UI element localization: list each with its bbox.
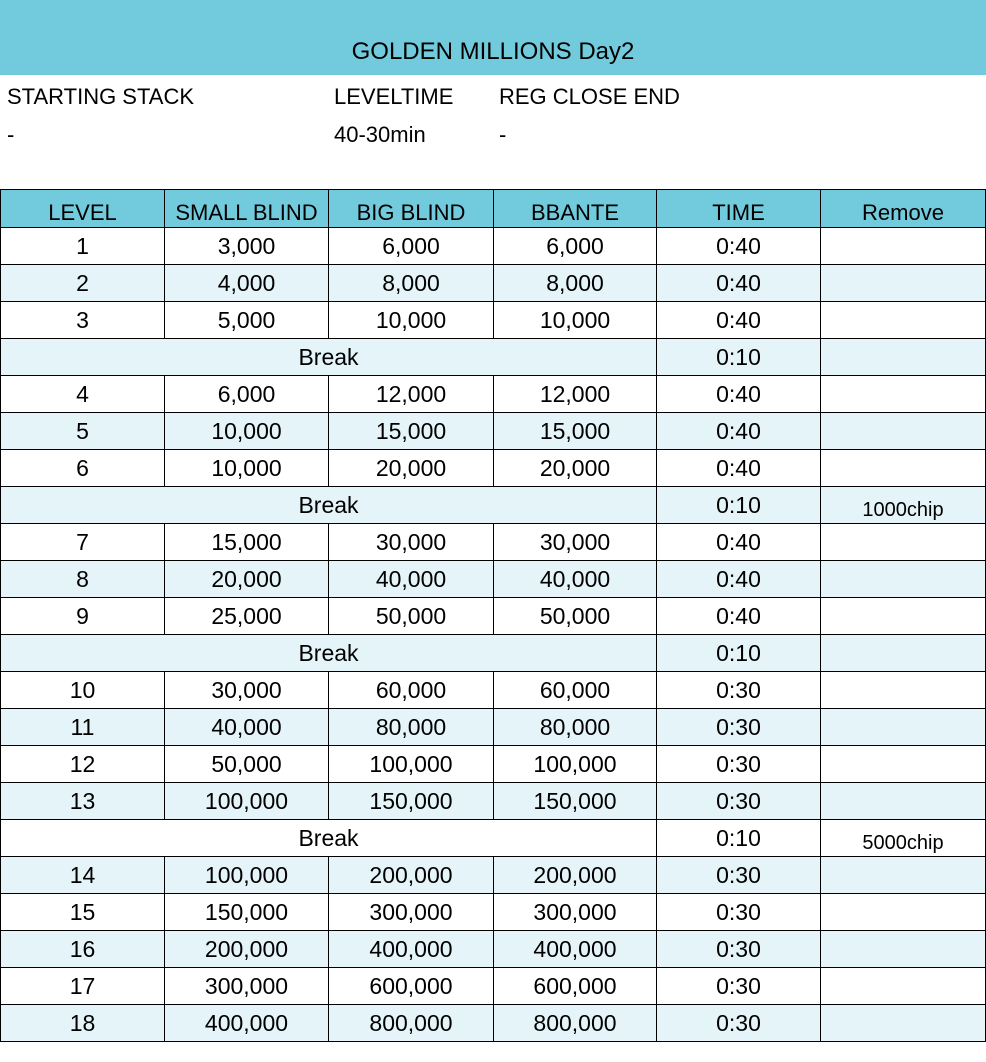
col-header-level: LEVEL: [1, 190, 165, 228]
bbante-cell: 60,000: [494, 672, 657, 709]
time-cell: 0:10: [657, 820, 821, 857]
small-blind-cell: 100,000: [165, 857, 329, 894]
small-blind-cell: 15,000: [165, 524, 329, 561]
table-row: [1, 672, 986, 709]
big-blind-cell: 15,000: [329, 413, 494, 450]
time-cell: 0:10: [657, 635, 821, 672]
level-cell: 13: [1, 783, 165, 820]
small-blind-cell: 3,000: [165, 228, 329, 265]
big-blind-cell: 20,000: [329, 450, 494, 487]
level-cell: 18: [1, 1005, 165, 1042]
small-blind-cell: 50,000: [165, 746, 329, 783]
break-label-cell: Break: [1, 635, 657, 672]
small-blind-cell: 30,000: [165, 672, 329, 709]
table-row: [1, 561, 986, 598]
small-blind-cell: 150,000: [165, 894, 329, 931]
time-cell: 0:10: [657, 339, 821, 376]
table-row: [1, 1005, 986, 1042]
bbante-cell: 20,000: [494, 450, 657, 487]
time-cell: 0:10: [657, 487, 821, 524]
time-cell: 0:40: [657, 228, 821, 265]
level-cell: 6: [1, 450, 165, 487]
small-blind-cell: 4,000: [165, 265, 329, 302]
big-blind-cell: 800,000: [329, 1005, 494, 1042]
level-cell: 3: [1, 302, 165, 339]
break-label-cell: Break: [1, 487, 657, 524]
break-row: [1, 487, 986, 524]
big-blind-cell: 60,000: [329, 672, 494, 709]
break-row: [1, 339, 986, 376]
time-cell: 0:30: [657, 709, 821, 746]
leveltime-label: LEVELTIME: [334, 84, 454, 109]
break-row: [1, 820, 986, 857]
table-row: [1, 376, 986, 413]
bbante-cell: 40,000: [494, 561, 657, 598]
big-blind-cell: 40,000: [329, 561, 494, 598]
small-blind-cell: 100,000: [165, 783, 329, 820]
col-header-time: TIME: [657, 190, 821, 228]
time-cell: 0:40: [657, 598, 821, 635]
time-cell: 0:40: [657, 561, 821, 598]
time-cell: 0:40: [657, 302, 821, 339]
bbante-cell: 8,000: [494, 265, 657, 302]
time-cell: 0:30: [657, 894, 821, 931]
remove-cell: [821, 524, 986, 561]
bbante-cell: 30,000: [494, 524, 657, 561]
bbante-cell: 100,000: [494, 746, 657, 783]
leveltime-value: 40-30min: [334, 122, 426, 147]
break-label-cell: Break: [1, 820, 657, 857]
starting-stack-value: -: [7, 122, 15, 147]
bbante-cell: 50,000: [494, 598, 657, 635]
big-blind-cell: 200,000: [329, 857, 494, 894]
remove-cell: [821, 339, 986, 376]
level-cell: 17: [1, 968, 165, 1005]
bbante-cell: 400,000: [494, 931, 657, 968]
bbante-cell: 15,000: [494, 413, 657, 450]
time-cell: 0:30: [657, 672, 821, 709]
remove-cell: [821, 857, 986, 894]
time-cell: 0:40: [657, 265, 821, 302]
time-cell: 0:30: [657, 783, 821, 820]
level-cell: 15: [1, 894, 165, 931]
bbante-cell: 12,000: [494, 376, 657, 413]
starting-stack-label: STARTING STACK: [7, 84, 195, 109]
time-cell: 0:40: [657, 524, 821, 561]
table-row: [1, 450, 986, 487]
small-blind-cell: 25,000: [165, 598, 329, 635]
bbante-cell: 6,000: [494, 228, 657, 265]
table-row: [1, 302, 986, 339]
small-blind-cell: 200,000: [165, 931, 329, 968]
table-row: [1, 857, 986, 894]
level-cell: 4: [1, 376, 165, 413]
table-row: [1, 709, 986, 746]
big-blind-cell: 150,000: [329, 783, 494, 820]
col-header-bbante: BBANTE: [494, 190, 657, 228]
col-header-big-blind: BIG BLIND: [329, 190, 494, 228]
table-row: [1, 413, 986, 450]
time-cell: 0:40: [657, 450, 821, 487]
table-row: [1, 894, 986, 931]
remove-cell: [821, 413, 986, 450]
table-row: [1, 524, 986, 561]
level-cell: 10: [1, 672, 165, 709]
level-cell: 7: [1, 524, 165, 561]
bbante-cell: 10,000: [494, 302, 657, 339]
time-cell: 0:30: [657, 931, 821, 968]
bbante-cell: 800,000: [494, 1005, 657, 1042]
small-blind-cell: 300,000: [165, 968, 329, 1005]
bbante-cell: 150,000: [494, 783, 657, 820]
break-row: [1, 635, 986, 672]
remove-cell: [821, 302, 986, 339]
page-title: GOLDEN MILLIONS Day2: [351, 38, 635, 65]
remove-cell: [821, 265, 986, 302]
table-row: [1, 228, 986, 265]
break-label-cell: Break: [1, 339, 657, 376]
small-blind-cell: 400,000: [165, 1005, 329, 1042]
col-header-remove: Remove: [821, 190, 986, 228]
time-cell: 0:40: [657, 376, 821, 413]
remove-cell: [821, 783, 986, 820]
blind-structure-table: [0, 189, 986, 1042]
reg-close-value: -: [499, 122, 507, 147]
big-blind-cell: 80,000: [329, 709, 494, 746]
level-cell: 1: [1, 228, 165, 265]
time-cell: 0:30: [657, 746, 821, 783]
title-bar: [0, 0, 986, 75]
remove-cell: [821, 931, 986, 968]
col-header-small-blind: SMALL BLIND: [165, 190, 329, 228]
big-blind-cell: 30,000: [329, 524, 494, 561]
bbante-cell: 200,000: [494, 857, 657, 894]
big-blind-cell: 300,000: [329, 894, 494, 931]
level-cell: 5: [1, 413, 165, 450]
big-blind-cell: 6,000: [329, 228, 494, 265]
level-cell: 14: [1, 857, 165, 894]
table-header-row: [1, 190, 986, 228]
bbante-cell: 300,000: [494, 894, 657, 931]
remove-cell: 5000chip: [821, 820, 986, 857]
remove-cell: [821, 598, 986, 635]
small-blind-cell: 6,000: [165, 376, 329, 413]
remove-cell: [821, 709, 986, 746]
big-blind-cell: 10,000: [329, 302, 494, 339]
table-row: [1, 265, 986, 302]
remove-cell: [821, 968, 986, 1005]
time-cell: 0:30: [657, 968, 821, 1005]
remove-cell: [821, 450, 986, 487]
bbante-cell: 80,000: [494, 709, 657, 746]
big-blind-cell: 12,000: [329, 376, 494, 413]
small-blind-cell: 40,000: [165, 709, 329, 746]
big-blind-cell: 600,000: [329, 968, 494, 1005]
remove-cell: [821, 672, 986, 709]
table-row: [1, 598, 986, 635]
small-blind-cell: 10,000: [165, 450, 329, 487]
remove-cell: [821, 746, 986, 783]
remove-cell: [821, 635, 986, 672]
table-row: [1, 968, 986, 1005]
small-blind-cell: 5,000: [165, 302, 329, 339]
remove-cell: [821, 1005, 986, 1042]
big-blind-cell: 100,000: [329, 746, 494, 783]
big-blind-cell: 400,000: [329, 931, 494, 968]
remove-cell: [821, 228, 986, 265]
remove-cell: [821, 894, 986, 931]
reg-close-label: REG CLOSE END: [499, 84, 680, 109]
small-blind-cell: 10,000: [165, 413, 329, 450]
table-row: [1, 746, 986, 783]
big-blind-cell: 8,000: [329, 265, 494, 302]
level-cell: 2: [1, 265, 165, 302]
level-cell: 9: [1, 598, 165, 635]
level-cell: 16: [1, 931, 165, 968]
table-row: [1, 931, 986, 968]
bbante-cell: 600,000: [494, 968, 657, 1005]
remove-cell: [821, 561, 986, 598]
remove-cell: [821, 376, 986, 413]
time-cell: 0:40: [657, 413, 821, 450]
remove-cell: 1000chip: [821, 487, 986, 524]
level-cell: 11: [1, 709, 165, 746]
table-row: [1, 783, 986, 820]
big-blind-cell: 50,000: [329, 598, 494, 635]
level-cell: 12: [1, 746, 165, 783]
small-blind-cell: 20,000: [165, 561, 329, 598]
time-cell: 0:30: [657, 857, 821, 894]
level-cell: 8: [1, 561, 165, 598]
time-cell: 0:30: [657, 1005, 821, 1042]
